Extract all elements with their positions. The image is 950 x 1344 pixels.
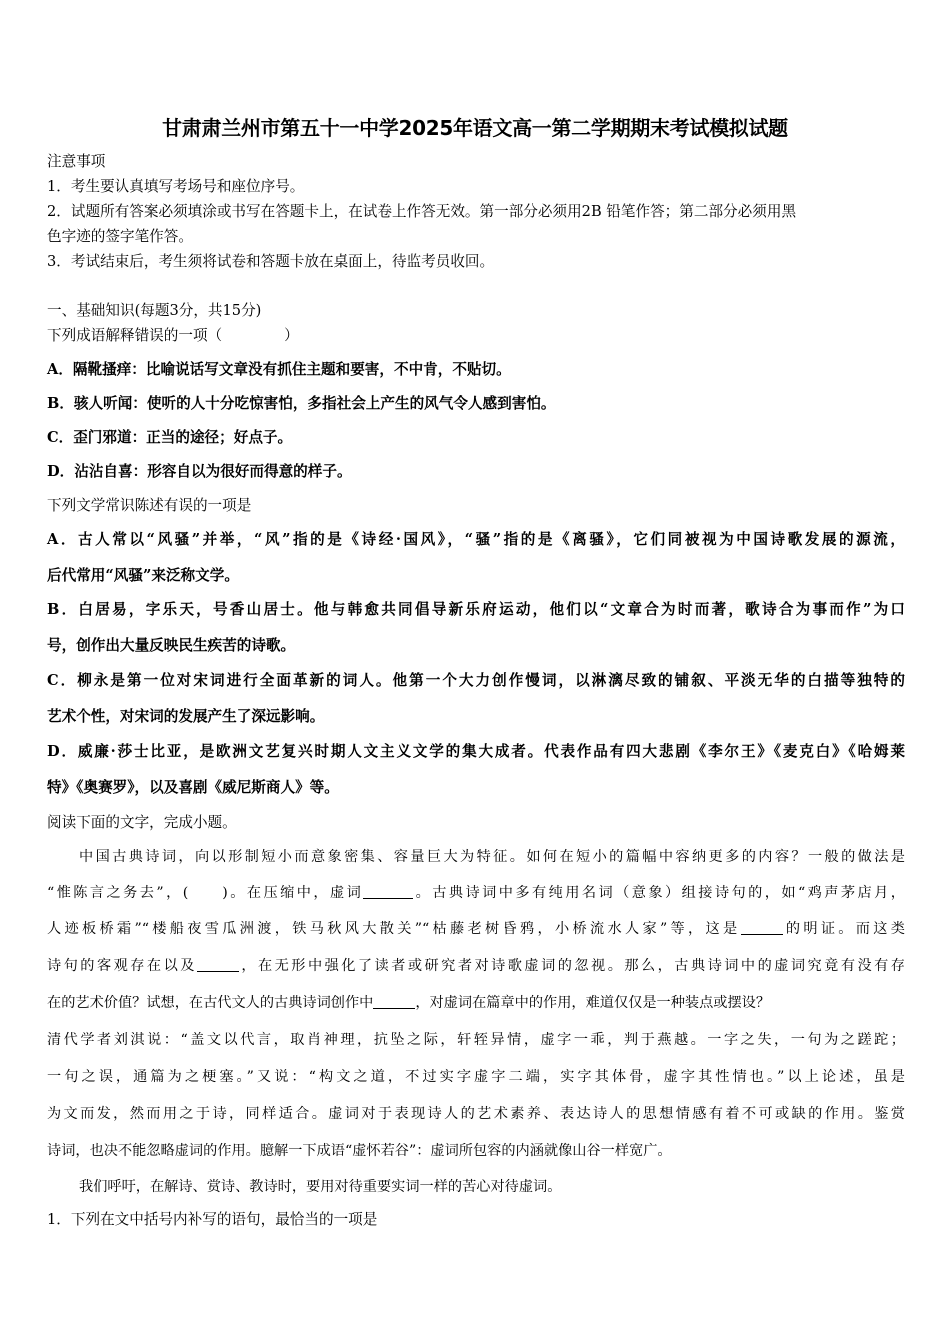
q2-option-a: A．古人常以“风骚”并举，“风”指的是《诗经·国风》，“骚”指的是《离骚》，它们同被视为中国诗歌发展的源流， [47,531,905,548]
passage-line-9: 诗词，也决不能忽略虚词的作用。臆解一下成语“虚怀若谷”：虚词所包容的内涵就像山谷一样宽广。 [47,1143,672,1159]
exam-title: 甘肃肃兰州市第五十一中学2025年语文高一第二学期期末考试模拟试题 [162,116,788,140]
reading-intro: 阅读下面的文字，完成小题。 [47,814,237,831]
passage-segment: ，在无形中强化了读者或研究者对诗歌虚词的忽视。那么，古典诗词中的虚词究竟有没有存 [238,958,905,974]
passage-line-4 [47,956,905,976]
notice-item-1: 1．考生要认真填写考场号和座位序号。 [47,178,305,195]
q2-option-b: B．白居易，字乐天，号香山居士。他与韩愈共同倡导新乐府运动，他们以“文章合为时而著，歌诗合为事而作”为口 [47,601,905,618]
passage-segment: 的明证。而这类 [782,921,905,937]
notice-item-3: 3．考试结束后，考生须将试卷和答题卡放在桌面上，待监考员收回。 [47,253,495,270]
q2-option-b-cont: 号，创作出大量反映民生疾苦的诗歌。 [47,637,296,654]
notice-heading: 注意事项 [47,153,106,170]
q1-option-c: C．歪门邪道：正当的途径；好点子。 [47,429,293,446]
fill-blank-2 [741,920,783,935]
passage-line-5 [47,993,770,1013]
q2-option-d-cont: 特》《奥赛罗》，以及喜剧《威尼斯商人》等。 [47,779,339,796]
section-heading: 一、基础知识(每题3分，共15分) [47,302,262,319]
notice-item-2: 2．试题所有答案必须填涂或书写在答题卡上，在试卷上作答无效。第一部分必须用2B 铅笔作答；第二部分必须用黑 [47,203,797,220]
passage-line-8: 为文而发，然而用之于诗，同样适合。虚词对于表现诗人的艺术素养、表达诗人的思想情感有着不可或缺的作用。鉴赏 [47,1106,905,1122]
passage-segment: 人迹板桥霜”“楼船夜雪瓜洲渡，铁马秋风大散关”“枯藤老树昏鸦，小桥流水人家”等，这是 [47,921,741,937]
passage-paragraph-2: 我们呼吁，在解诗、赏诗、教诗时，要用对待重要实词一样的苦心对待虚词。 [79,1179,562,1195]
passage-segment: 在的艺术价值？试想，在古代文人的古典诗词创作中 [47,995,374,1011]
passage-line-7: 一句之误，通篇为之梗塞。”又说：“构文之道，不过实字虚字二端，实字其体骨，虚字其性情也。”以上论述，虽是 [47,1069,905,1085]
fill-blank-1 [363,884,413,899]
passage-line-6: 清代学者刘淇说：“盖文以代言，取肖神理，抗坠之际，轩轾异情，虚字一乖，判于燕越。一字之失，一句为之蹉跎； [47,1032,905,1048]
fill-blank-3 [197,957,239,972]
question-1-stem-text: 下列成语解释错误的一项（ [47,327,223,344]
question-1-stem [47,326,299,346]
notice-item-2-cont: 色字迹的签字笔作答。 [47,228,193,245]
question-2-stem: 下列文学常识陈述有误的一项是 [47,497,252,514]
q2-option-d: D．威廉·莎士比亚，是欧洲文艺复兴时期人文主义文学的集大成者。代表作品有四大悲剧《李尔王》《麦克白》《哈姆莱 [47,743,905,760]
passage-line-3 [47,919,905,939]
reading-question-1: 1．下列在文中括号内补写的语句，最恰当的一项是 [47,1211,378,1228]
question-1-stem-close: ） [284,327,299,344]
q2-option-a-cont: 后代常用“风骚”来泛称文学。 [47,567,239,584]
passage-segment: )。在压缩中，虚词 [222,885,364,901]
q1-option-d: D．沾沾自喜：形容自以为很好而得意的样子。 [47,463,352,480]
fill-blank-4 [373,994,415,1009]
passage-segment: ，对虚词在篇章中的作用，难道仅仅是一种装点或摆设？ [415,995,771,1011]
passage-line-1: 中国古典诗词，向以形制短小而意象密集、容量巨大为特征。如何在短小的篇幅中容纳更多的内容？一般的做法是 [79,849,905,865]
passage-segment: “惟陈言之务去”，( [47,885,189,901]
q1-option-b: B．骇人听闻：使听的人十分吃惊害怕，多指社会上产生的风气令人感到害怕。 [47,395,556,412]
q2-option-c-cont: 艺术个性，对宋词的发展产生了深远影响。 [47,708,325,725]
q2-option-c: C．柳永是第一位对宋词进行全面革新的词人。他第一个大力创作慢词，以淋漓尽致的铺叙、平淡无华的白描等独特的 [47,672,905,689]
passage-segment: 。古典诗词中多有纯用名词（意象）组接诗句的，如“鸡声茅店月， [413,885,905,901]
q1-option-a: A．隔靴搔痒：比喻说话写文章没有抓住主题和要害，不中肯，不贴切。 [47,361,511,378]
passage-segment: 诗句的客观存在以及 [47,958,197,974]
passage-line-2 [47,883,905,903]
